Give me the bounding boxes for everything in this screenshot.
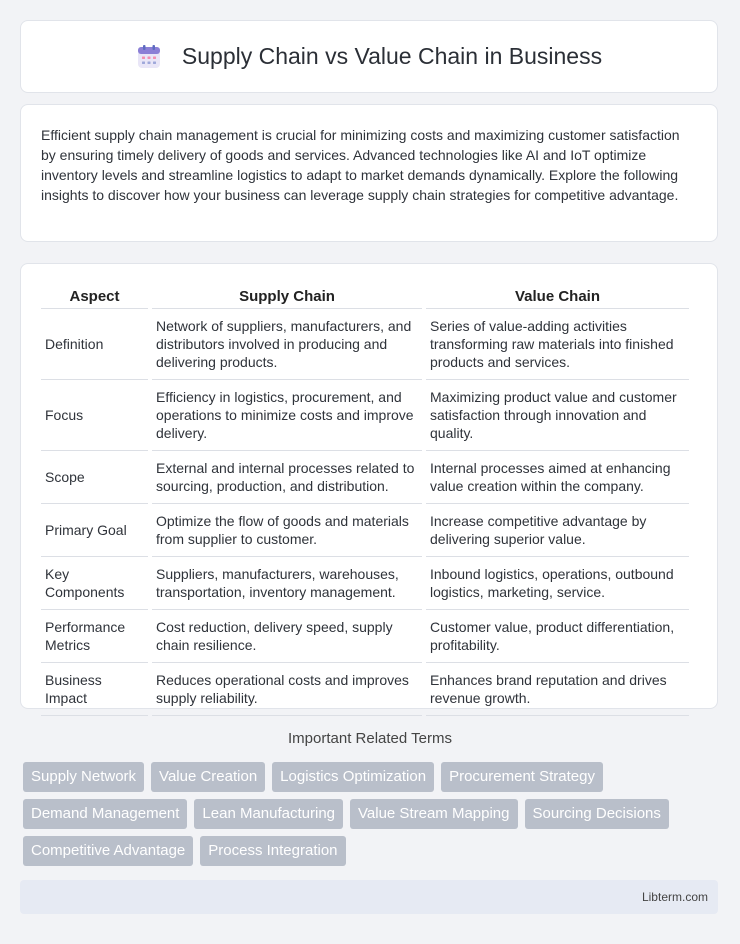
cell-aspect: Performance Metrics	[41, 610, 148, 663]
cell-value: Enhances brand reputation and drives revenue growth.	[426, 663, 689, 716]
intro-text: Efficient supply chain management is crucial for minimizing costs and maximizing customer satisfaction by ensuring timely delivery of goods and services. Advanced technologies like AI and IoT optimize inventory levels and streamline logistics to adapt to market demands dynamically. Explore the following insights to discover how your business can leverage supply chain strategies for competitive advantage.	[41, 127, 680, 203]
related-terms-list	[23, 762, 723, 866]
related-term-tag[interactable]: Sourcing Decisions	[525, 799, 669, 829]
related-term-tag[interactable]: Value Stream Mapping	[350, 799, 517, 829]
cell-aspect: Definition	[41, 309, 148, 380]
related-term-tag[interactable]: Demand Management	[23, 799, 187, 829]
cell-value: Series of value-adding activities transforming raw materials into finished products and services.	[426, 309, 689, 380]
related-term-tag[interactable]: Competitive Advantage	[23, 836, 193, 866]
cell-aspect: Scope	[41, 451, 148, 504]
header-supply-chain: Supply Chain	[152, 284, 422, 309]
cell-value: Increase competitive advantage by delivering superior value.	[426, 504, 689, 557]
table-header-row	[41, 284, 689, 309]
related-term-tag[interactable]: Supply Network	[23, 762, 144, 792]
table-row	[41, 309, 689, 380]
table-row	[41, 610, 689, 663]
calendar-icon	[136, 44, 162, 70]
cell-supply: Suppliers, manufacturers, warehouses, transportation, inventory management.	[152, 557, 422, 610]
cell-aspect: Primary Goal	[41, 504, 148, 557]
comparison-card	[20, 263, 718, 709]
cell-supply: Reduces operational costs and improves supply reliability.	[152, 663, 422, 716]
cell-supply: External and internal processes related to sourcing, production, and distribution.	[152, 451, 422, 504]
footer	[20, 880, 718, 914]
table-row	[41, 504, 689, 557]
header-aspect: Aspect	[41, 284, 148, 309]
header-value-chain: Value Chain	[426, 284, 689, 309]
related-terms-title: Important Related Terms	[288, 730, 452, 747]
comparison-table	[37, 284, 693, 716]
table-row	[41, 451, 689, 504]
table-row	[41, 663, 689, 716]
intro-card	[20, 104, 718, 242]
related-term-tag[interactable]: Logistics Optimization	[272, 762, 434, 792]
header-card	[20, 20, 718, 93]
related-term-tag[interactable]: Value Creation	[151, 762, 265, 792]
cell-value: Customer value, product differentiation, profitability.	[426, 610, 689, 663]
page-title: Supply Chain vs Value Chain in Business	[181, 43, 603, 69]
cell-value: Maximizing product value and customer satisfaction through innovation and quality.	[426, 380, 689, 451]
cell-aspect: Focus	[41, 380, 148, 451]
related-term-tag[interactable]: Process Integration	[200, 836, 345, 866]
cell-supply: Cost reduction, delivery speed, supply chain resilience.	[152, 610, 422, 663]
cell-value: Internal processes aimed at enhancing value creation within the company.	[426, 451, 689, 504]
related-term-tag[interactable]: Procurement Strategy	[441, 762, 603, 792]
cell-supply: Optimize the flow of goods and materials from supplier to customer.	[152, 504, 422, 557]
cell-value: Inbound logistics, operations, outbound logistics, marketing, service.	[426, 557, 689, 610]
table-row	[41, 557, 689, 610]
related-term-tag[interactable]: Lean Manufacturing	[194, 799, 343, 829]
cell-aspect: Key Components	[41, 557, 148, 610]
cell-aspect: Business Impact	[41, 663, 148, 716]
cell-supply: Network of suppliers, manufacturers, and distributors involved in producing and delivering products.	[152, 309, 422, 380]
cell-supply: Efficiency in logistics, procurement, and operations to minimize costs and improve delivery.	[152, 380, 422, 451]
table-row	[41, 380, 689, 451]
footer-brand[interactable]: Libterm.com	[641, 890, 708, 904]
